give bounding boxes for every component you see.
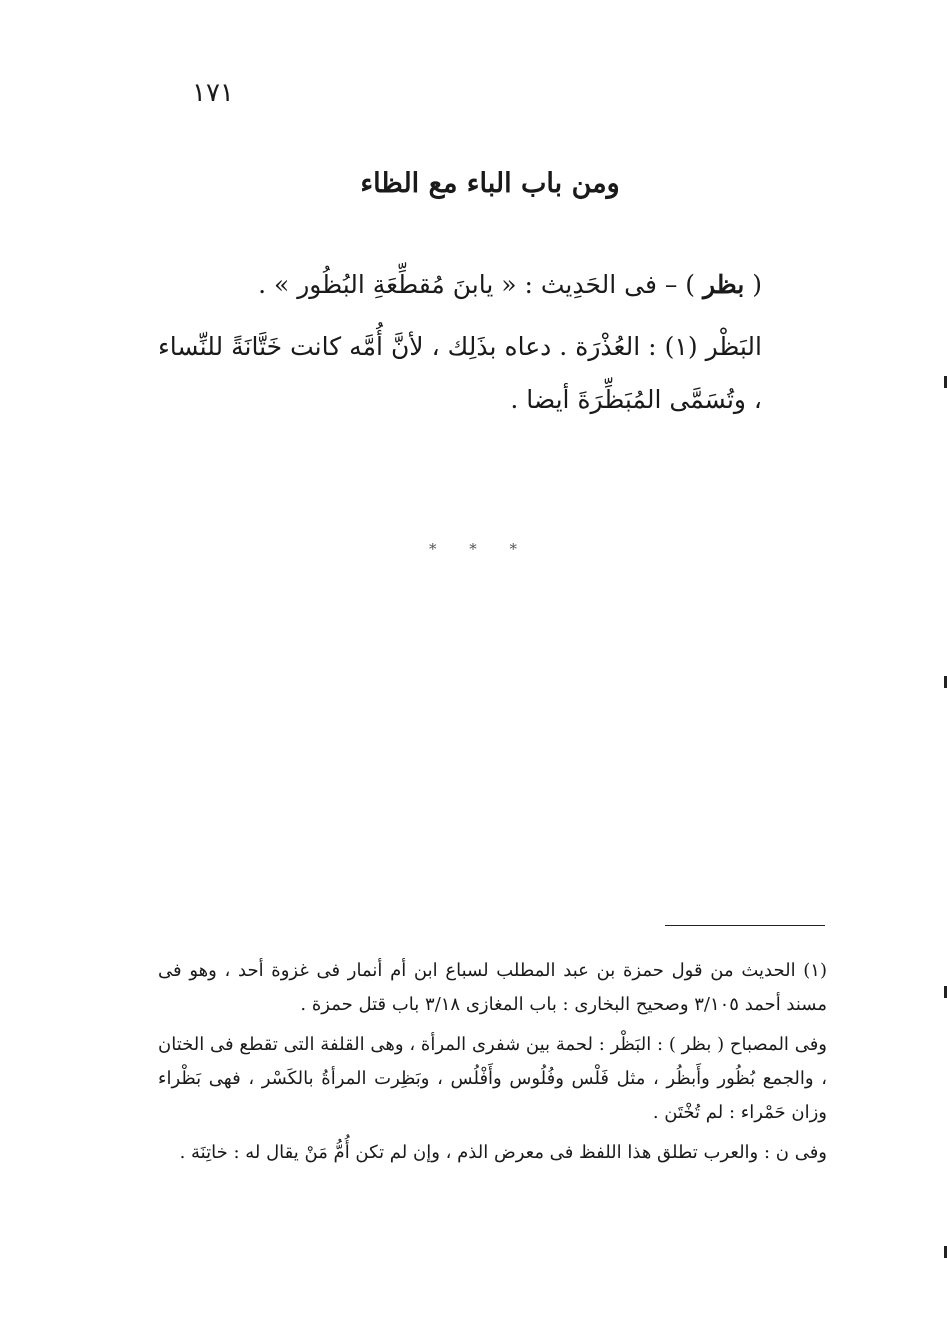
entry-keyword: بظر — [703, 270, 745, 299]
footnote-3: وفى ن : والعرب تطلق هذا اللفظ فى معرض الذم ، وإن لم تكن أُمُّ مَنْ يقال له : خاتِنَة . — [179, 1142, 827, 1163]
footnote-2: وفى المصباح ( بظر ) : البَظْر : لحمة بين شفرى المرأة ، وهى القلفة التى تقطع فى الختان ، والجمع بُظُور وأَبظُر ، مثل فَلْس وفُلُوس وأَفْلُس ، وبَظِرت المرأةُ بالكَسْر ، فهى بَظْراء وزان حَمْراء : لم تُخْتَن . — [158, 1034, 827, 1123]
chapter-title: ومن باب الباء مع الظاء — [360, 168, 620, 199]
entry-open-paren: ( — [752, 270, 762, 299]
entry-body: البَظْر (١) : العُذْرَة . دعاه بذَلِك ، لأنَّ أُمَّه كانت خَتَّانَةً للنِّساء ، وتُسَمَّى المُبَظِّرَةَ أيضا . — [158, 332, 762, 414]
page-number: ١٧١ — [192, 78, 234, 108]
section-separator: * * * — [428, 540, 532, 558]
entry-heading — [158, 258, 762, 311]
footnote-1: (١) الحديث من قول حمزة بن عبد المطلب لسباع ابن أم أنمار فى غزوة أحد ، وهو فى مسند أحمد ٣/١٠٥ وصحيح البخارى : باب المغازى ٣/١٨ باب قتل حمزة . — [158, 960, 827, 1015]
entry-hadith-text: ) – فى الحَدِيث : « يابنَ مُقطِّعَةِ البُظُور » . — [258, 270, 696, 299]
footnote-rule — [665, 925, 825, 926]
footnotes — [158, 954, 827, 1176]
